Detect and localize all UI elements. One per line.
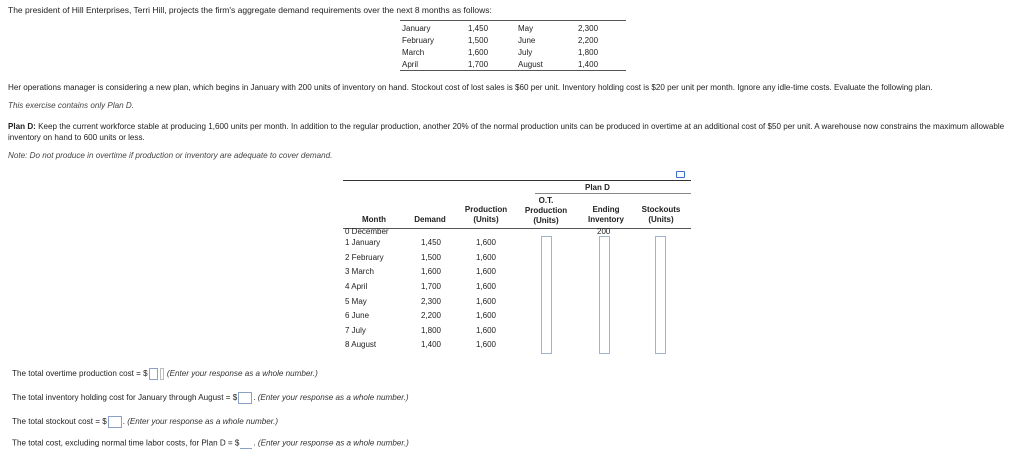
row-demand: 2,200: [420, 311, 442, 320]
row-production: 1,600: [475, 311, 497, 320]
row-demand: 1,400: [420, 340, 442, 349]
q1-hint: (Enter your response as a whole number.): [166, 369, 318, 379]
header-rule: [343, 228, 691, 229]
operations-text: Her operations manager is considering a new plan, which begins in January with 200 units of inventory on hand. Stockout cost of lost sales is $60 per unit. Inventory holding cost is $20 per unit per month. Ignore any idle-time costs. Evaluate the following plan.: [8, 83, 933, 92]
row-demand: 1,800: [420, 326, 442, 335]
row-month: 6 June: [345, 311, 370, 320]
note-text: Note: Do not produce in overtime if production or inventory are adequate to cover demand.: [8, 151, 333, 160]
row-production: 1,600: [475, 267, 497, 276]
plan-table-top-border: [343, 180, 691, 181]
row-demand: 2,300: [420, 297, 442, 306]
summary-month: February: [402, 36, 435, 45]
summary-value: 1,600: [468, 48, 489, 57]
row-month: 0 December: [345, 227, 389, 236]
header-month: Month: [362, 215, 386, 224]
row-month: 4 April: [345, 282, 368, 291]
header-demand: Demand: [414, 215, 446, 224]
row-month: 7 July: [345, 326, 366, 335]
summary-month: June: [518, 36, 536, 45]
summary-month: March: [402, 48, 425, 57]
row-demand: 1,600: [420, 267, 442, 276]
plan-title-underline: [535, 193, 691, 194]
row-month: 5 May: [345, 297, 367, 306]
row-production: 1,600: [475, 282, 497, 291]
summary-month: July: [518, 48, 533, 57]
question-holding-cost: The total inventory holding cost for January through August = $ . (Enter your response as a whole number.): [12, 393, 409, 403]
q4-label: The total cost, excluding normal time labor costs, for Plan D = $: [12, 438, 240, 448]
row-production: 1,600: [475, 238, 497, 247]
starting-inventory: 200: [597, 227, 611, 236]
question-total-cost: The total cost, excluding normal time labor costs, for Plan D = $ . (Enter your response as a whole number.): [12, 438, 409, 448]
ending-inventory-input-column[interactable]: [599, 236, 610, 354]
header-ending-inventory: Ending Inventory: [587, 205, 624, 224]
stockout-cost-input[interactable]: [108, 416, 122, 428]
row-month: 8 August: [345, 340, 377, 349]
exercise-note: This exercise contains only Plan D.: [8, 101, 134, 110]
header-stockouts: Stockouts (Units): [641, 205, 681, 224]
overtime-cost-input[interactable]: [149, 368, 158, 380]
summary-value: 1,700: [468, 60, 489, 69]
row-demand: 1,700: [420, 282, 442, 291]
question-overtime-cost: [12, 368, 318, 380]
header-production: Production (Units): [464, 205, 508, 224]
intro-text: The president of Hill Enterprises, Terri Hill, projects the firm's aggregate demand requirements over the next 8 months as follows:: [8, 5, 492, 15]
q4-hint: (Enter your response as a whole number.): [257, 438, 409, 448]
row-month: 2 February: [345, 253, 384, 262]
stockouts-input-column[interactable]: [655, 236, 666, 354]
header-ot-production: O.T. Production (Units): [524, 196, 568, 225]
summary-month: August: [518, 60, 543, 69]
plan-description: [8, 121, 1008, 143]
summary-value: 2,200: [578, 36, 599, 45]
q2-label: The total inventory holding cost for January through August = $: [12, 393, 238, 403]
row-production: 1,600: [475, 326, 497, 335]
plan-text: Keep the current workforce stable at producing 1,600 units per month. In addition to the regular production, another 20% of the normal production units can be produced in overtime at an additional cost of $50 per unit. A warehouse now constrains the maximum allowable inventory on hand to 600 units or less.: [8, 122, 1005, 142]
plan-label: Plan D:: [8, 122, 36, 131]
row-production: 1,600: [475, 340, 497, 349]
summary-month: May: [518, 24, 534, 33]
row-demand: 1,450: [420, 238, 442, 247]
row-production: 1,600: [475, 253, 497, 262]
question-stockout-cost: The total stockout cost = $ . (Enter your response as a whole number.): [12, 417, 279, 427]
q3-hint: (Enter your response as a whole number.): [127, 417, 279, 427]
overtime-cost-decimal-input[interactable]: [160, 368, 164, 380]
row-month: 1 January: [345, 238, 381, 247]
summary-value: 1,800: [578, 48, 599, 57]
q3-label: The total stockout cost = $: [12, 417, 107, 427]
q2-hint: (Enter your response as a whole number.): [257, 393, 409, 403]
summary-month: January: [402, 24, 431, 33]
row-demand: 1,500: [420, 253, 442, 262]
summary-month: April: [402, 60, 419, 69]
holding-cost-input[interactable]: [238, 392, 252, 404]
row-production: 1,600: [475, 297, 497, 306]
total-cost-input[interactable]: [240, 438, 252, 449]
summary-value: 1,500: [468, 36, 489, 45]
row-month: 3 March: [345, 267, 374, 276]
plan-title: Plan D: [585, 183, 610, 192]
summary-value: 2,300: [578, 24, 599, 33]
q1-label: The total overtime production cost = $: [12, 369, 148, 379]
ot-production-input-column[interactable]: [541, 236, 552, 354]
summary-value: 1,400: [578, 60, 599, 69]
edit-icon[interactable]: [676, 171, 685, 178]
demand-summary-table: [400, 20, 626, 71]
summary-value: 1,450: [468, 24, 489, 33]
